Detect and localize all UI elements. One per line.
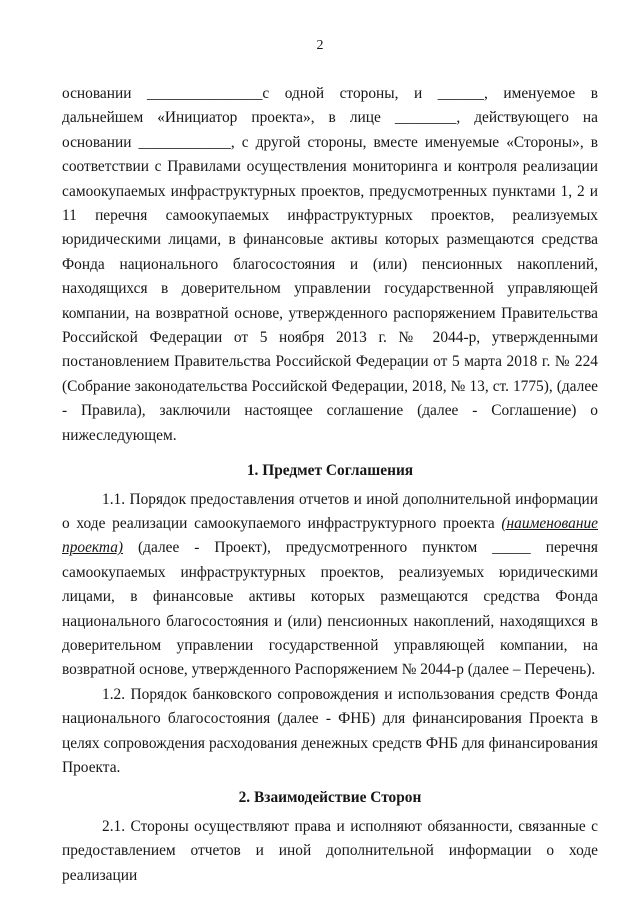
paragraph-1-1 [62, 488, 598, 683]
project-name-placeholder: (наименование проекта) [62, 514, 598, 557]
intro-paragraph: основании _______________с одной стороны, и ______, именуемое в дальнейшем «Инициатор проекта», в лице ________, действующего на основании ____________, с другой стороны, вместе именуемые «Стороны», в соответствии с Правилами осуществления мониторинга и контроля реализации самоокупаемых инфраструктурных проектов, предусмотренных пунктами 1, 2 и 11 перечня самоокупаемых инфраструктурных проектов, реализуемых юридическими лицами, в финансовые активы которых размещаются средства Фонда национального благосостояния и (или) пенсионных накоплений, находящихся в доверительном управлении государственной управляющей компании, на возвратной основе, утвержденного распоряжением Правительства Российской Федерации от 5 ноября 2013 г. № 2044-р, утвержденными постановлением Правительства Российской Федерации от 5 марта 2018 г. № 224 (Собрание законодательства Российской Федерации, 2018, № 13, ст. 1775), (далее - Правила), заключили настоящее соглашение (далее - Соглашение) о нижеследующем. [62, 85, 598, 444]
paragraph-2-1: 2.1. Стороны осуществляют права и исполняют обязанности, связанные с предоставлением отчетов и иной дополнительной информации о ходе реализации [62, 817, 598, 884]
section-1-heading: 1. Предмет Соглашения [246, 462, 414, 480]
paragraph-1-1-text-end: (далее - Проект), предусмотренного пунктом _____ перечня самоокупаемых инфраструктурных проектов, реализуемых юридическими лицами, в финансовые активы которых размещаются средства Фонда национального благосостояния и (или) пенсионных накоплений, находящихся в доверительном управлении государственной управляющей компании, на возвратной основе, утвержденного Распоряжением № 2044-р (далее – Перечень). [62, 539, 598, 679]
page-number: 2 [316, 38, 324, 53]
paragraph-1-2: 1.2. Порядок банковского сопровождения и использования средств Фонда национального благосостояния (далее - ФНБ) для финансирования Проекта в целях сопровождения расходования денежных средств ФНБ для финансирования Проекта. [62, 685, 598, 776]
spacer [62, 448, 598, 459]
paragraph-1-1-text-start: 1.1. Порядок предоставления отчетов и иной дополнительной информации о ходе реализации самоокупаемого инфраструктурного проекта [62, 490, 598, 532]
document-body [62, 82, 598, 888]
section-2-heading: 2. Взаимодействие Сторон [238, 789, 422, 807]
